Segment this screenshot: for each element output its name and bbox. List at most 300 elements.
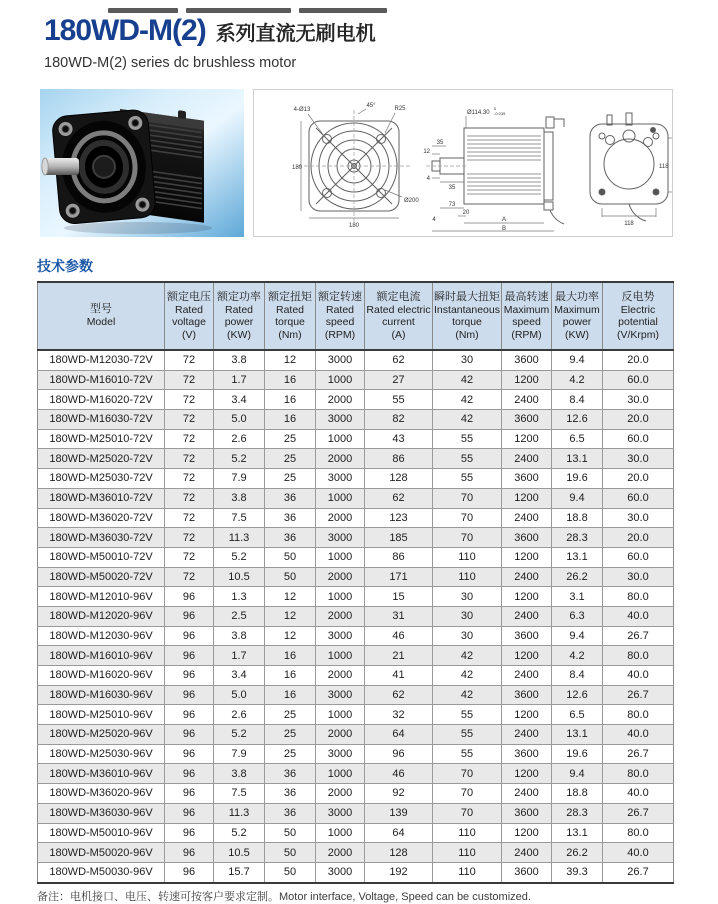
column-header: 额定电流 Rated electric current (A) <box>365 282 433 350</box>
value-cell: 8.4 <box>552 390 603 410</box>
value-cell: 26.7 <box>603 744 674 764</box>
value-cell: 60.0 <box>603 488 674 508</box>
value-cell: 12 <box>265 587 316 607</box>
value-cell: 6.3 <box>552 606 603 626</box>
value-cell: 96 <box>165 725 214 745</box>
value-cell: 7.5 <box>214 508 265 528</box>
value-cell: 11.3 <box>214 528 265 548</box>
value-cell: 5.0 <box>214 410 265 430</box>
table-row <box>38 725 674 745</box>
column-header: 瞬时最大扭矩 Instantaneous torque (Nm) <box>433 282 502 350</box>
table-row <box>38 705 674 725</box>
value-cell: 25 <box>265 744 316 764</box>
value-cell: 36 <box>265 528 316 548</box>
table-row <box>38 547 674 567</box>
value-cell: 3600 <box>502 862 552 882</box>
value-cell: 72 <box>165 528 214 548</box>
value-cell: 6.5 <box>552 705 603 725</box>
value-cell: 128 <box>365 469 433 489</box>
value-cell: 4.2 <box>552 370 603 390</box>
value-cell: 50 <box>265 823 316 843</box>
value-cell: 5.2 <box>214 547 265 567</box>
value-cell: 2000 <box>316 606 365 626</box>
value-cell: 27 <box>365 370 433 390</box>
value-cell: 110 <box>433 862 502 882</box>
value-cell: 42 <box>433 646 502 666</box>
value-cell: 30.0 <box>603 567 674 587</box>
value-cell: 7.9 <box>214 744 265 764</box>
value-cell: 3.8 <box>214 488 265 508</box>
dimension-drawings <box>253 89 673 237</box>
model-cell: 180WD-M36010-72V <box>38 488 165 508</box>
value-cell: 19.6 <box>552 469 603 489</box>
model-cell: 180WD-M36030-72V <box>38 528 165 548</box>
value-cell: 40.0 <box>603 606 674 626</box>
model-cell: 180WD-M36030-96V <box>38 803 165 823</box>
value-cell: 1.7 <box>214 646 265 666</box>
value-cell: 72 <box>165 410 214 430</box>
table-row <box>38 567 674 587</box>
value-cell: 25 <box>265 725 316 745</box>
value-cell: 96 <box>165 587 214 607</box>
value-cell: 3000 <box>316 862 365 882</box>
value-cell: 9.4 <box>552 764 603 784</box>
value-cell: 1000 <box>316 705 365 725</box>
footnote: 备注：电机接口、电压、转速可按客户要求定制。Motor interface, Voltage, Speed can be customized. <box>37 890 531 903</box>
value-cell: 80.0 <box>603 587 674 607</box>
value-cell: 2000 <box>316 449 365 469</box>
value-cell: 64 <box>365 823 433 843</box>
value-cell: 36 <box>265 803 316 823</box>
dimension-label: 20 <box>462 210 470 216</box>
value-cell: 72 <box>165 350 214 370</box>
value-cell: 50 <box>265 567 316 587</box>
value-cell: 39.3 <box>552 862 603 882</box>
value-cell: 16 <box>265 390 316 410</box>
side-view-drawing <box>426 116 564 231</box>
value-cell: 8.4 <box>552 666 603 686</box>
value-cell: 4.2 <box>552 646 603 666</box>
dimension-label: A <box>501 217 507 223</box>
value-cell: 70 <box>433 508 502 528</box>
table-row <box>38 429 674 449</box>
value-cell: 40.0 <box>603 725 674 745</box>
value-cell: 1200 <box>502 764 552 784</box>
value-cell: 18.8 <box>552 508 603 528</box>
value-cell: 3000 <box>316 744 365 764</box>
value-cell: 110 <box>433 823 502 843</box>
value-cell: 171 <box>365 567 433 587</box>
value-cell: 9.4 <box>552 488 603 508</box>
value-cell: 110 <box>433 547 502 567</box>
value-cell: 1000 <box>316 370 365 390</box>
value-cell: 3.8 <box>214 764 265 784</box>
value-cell: 70 <box>433 784 502 804</box>
model-cell: 180WD-M16010-72V <box>38 370 165 390</box>
value-cell: 36 <box>265 784 316 804</box>
value-cell: 50 <box>265 862 316 882</box>
value-cell: 11.3 <box>214 803 265 823</box>
value-cell: 28.3 <box>552 803 603 823</box>
dimension-label: -0.035 <box>494 111 506 116</box>
value-cell: 2000 <box>316 508 365 528</box>
value-cell: 80.0 <box>603 705 674 725</box>
table-row <box>38 764 674 784</box>
value-cell: 139 <box>365 803 433 823</box>
value-cell: 2000 <box>316 666 365 686</box>
value-cell: 55 <box>433 469 502 489</box>
value-cell: 3.8 <box>214 350 265 370</box>
value-cell: 13.1 <box>552 547 603 567</box>
value-cell: 30 <box>433 587 502 607</box>
value-cell: 2.5 <box>214 606 265 626</box>
page-title <box>44 13 718 54</box>
value-cell: 42 <box>433 390 502 410</box>
motor-shadow <box>64 222 212 234</box>
value-cell: 62 <box>365 488 433 508</box>
value-cell: 3000 <box>316 626 365 646</box>
value-cell: 5.2 <box>214 449 265 469</box>
value-cell: 42 <box>433 370 502 390</box>
model-cell: 180WD-M12020-96V <box>38 606 165 626</box>
value-cell: 110 <box>433 843 502 863</box>
side-view-labels <box>423 106 506 232</box>
value-cell: 19.6 <box>552 744 603 764</box>
value-cell: 15 <box>365 587 433 607</box>
value-cell: 18.8 <box>552 784 603 804</box>
value-cell: 1000 <box>316 823 365 843</box>
value-cell: 3000 <box>316 350 365 370</box>
value-cell: 13.1 <box>552 449 603 469</box>
value-cell: 36 <box>265 508 316 528</box>
value-cell: 12 <box>265 350 316 370</box>
model-cell: 180WD-M36020-96V <box>38 784 165 804</box>
value-cell: 123 <box>365 508 433 528</box>
value-cell: 16 <box>265 646 316 666</box>
dimension-label: R25 <box>394 106 406 112</box>
value-cell: 1000 <box>316 587 365 607</box>
table-row <box>38 744 674 764</box>
model-cell: 180WD-M50030-96V <box>38 862 165 882</box>
table-row <box>38 862 674 882</box>
dimension-label: B <box>501 226 507 232</box>
dimension-label: 35 <box>436 140 444 146</box>
value-cell: 80.0 <box>603 646 674 666</box>
value-cell: 60.0 <box>603 370 674 390</box>
column-header: 最高转速 Maximum speed (RPM) <box>502 282 552 350</box>
value-cell: 80.0 <box>603 764 674 784</box>
page-subtitle: 180WD-M(2) series dc brushless motor <box>44 55 297 71</box>
value-cell: 3600 <box>502 744 552 764</box>
value-cell: 16 <box>265 370 316 390</box>
dimension-label: Ø114.30 <box>467 110 490 116</box>
value-cell: 1000 <box>316 429 365 449</box>
series-name: 180WD-M(2) <box>44 14 206 47</box>
value-cell: 2400 <box>502 725 552 745</box>
value-cell: 96 <box>165 705 214 725</box>
column-header: 额定电压 Rated voltage (V) <box>165 282 214 350</box>
value-cell: 36 <box>265 488 316 508</box>
value-cell: 2.6 <box>214 429 265 449</box>
value-cell: 64 <box>365 725 433 745</box>
model-cell: 180WD-M12030-96V <box>38 626 165 646</box>
value-cell: 2000 <box>316 784 365 804</box>
dimension-label: 35 <box>448 185 456 191</box>
value-cell: 42 <box>433 666 502 686</box>
value-cell: 10.5 <box>214 567 265 587</box>
value-cell: 50 <box>265 843 316 863</box>
value-cell: 110 <box>433 567 502 587</box>
value-cell: 96 <box>165 764 214 784</box>
value-cell: 96 <box>165 862 214 882</box>
value-cell: 55 <box>433 449 502 469</box>
model-cell: 180WD-M25020-72V <box>38 449 165 469</box>
value-cell: 55 <box>433 429 502 449</box>
table-row <box>38 646 674 666</box>
value-cell: 32 <box>365 705 433 725</box>
value-cell: 20.0 <box>603 350 674 370</box>
value-cell: 96 <box>165 843 214 863</box>
value-cell: 96 <box>365 744 433 764</box>
value-cell: 2400 <box>502 606 552 626</box>
dimension-label: Ø200 <box>404 198 419 204</box>
table-row <box>38 449 674 469</box>
value-cell: 185 <box>365 528 433 548</box>
value-cell: 36 <box>265 764 316 784</box>
value-cell: 55 <box>433 725 502 745</box>
value-cell: 96 <box>165 626 214 646</box>
value-cell: 96 <box>165 784 214 804</box>
value-cell: 72 <box>165 547 214 567</box>
dimension-label: 118 <box>659 164 669 170</box>
model-cell: 180WD-M16020-96V <box>38 666 165 686</box>
motor-shaft <box>42 158 79 175</box>
table-row <box>38 606 674 626</box>
value-cell: 3000 <box>316 528 365 548</box>
value-cell: 25 <box>265 449 316 469</box>
value-cell: 1200 <box>502 370 552 390</box>
value-cell: 12.6 <box>552 685 603 705</box>
dimension-label: 45° <box>366 103 376 109</box>
value-cell: 3000 <box>316 469 365 489</box>
value-cell: 96 <box>165 803 214 823</box>
model-cell: 180WD-M25030-96V <box>38 744 165 764</box>
value-cell: 31 <box>365 606 433 626</box>
model-cell: 180WD-M16030-96V <box>38 685 165 705</box>
dimension-label: 12 <box>423 149 430 155</box>
value-cell: 6.5 <box>552 429 603 449</box>
dimension-label: 180 <box>348 223 360 229</box>
model-cell: 180WD-M16010-96V <box>38 646 165 666</box>
table-row <box>38 350 674 370</box>
section-heading: 技术参数 <box>37 258 93 274</box>
value-cell: 3600 <box>502 528 552 548</box>
value-cell: 30 <box>433 626 502 646</box>
dimension-label: 180 <box>291 165 303 171</box>
value-cell: 2400 <box>502 390 552 410</box>
table-row <box>38 666 674 686</box>
value-cell: 3000 <box>316 803 365 823</box>
value-cell: 20.0 <box>603 528 674 548</box>
spec-table-body <box>38 350 674 883</box>
value-cell: 55 <box>433 705 502 725</box>
value-cell: 50 <box>265 547 316 567</box>
value-cell: 3600 <box>502 410 552 430</box>
value-cell: 12 <box>265 626 316 646</box>
table-row <box>38 685 674 705</box>
value-cell: 72 <box>165 449 214 469</box>
value-cell: 192 <box>365 862 433 882</box>
value-cell: 70 <box>433 764 502 784</box>
value-cell: 3.1 <box>552 587 603 607</box>
model-cell: 180WD-M36020-72V <box>38 508 165 528</box>
value-cell: 3.4 <box>214 390 265 410</box>
value-cell: 3600 <box>502 803 552 823</box>
value-cell: 2000 <box>316 843 365 863</box>
value-cell: 26.7 <box>603 803 674 823</box>
value-cell: 60.0 <box>603 547 674 567</box>
value-cell: 70 <box>433 488 502 508</box>
dimension-label: 4 <box>426 176 430 182</box>
value-cell: 20.0 <box>603 410 674 430</box>
value-cell: 3600 <box>502 350 552 370</box>
column-header: 额定转速 Rated speed (RPM) <box>316 282 365 350</box>
value-cell: 13.1 <box>552 823 603 843</box>
value-cell: 92 <box>365 784 433 804</box>
value-cell: 2400 <box>502 567 552 587</box>
value-cell: 62 <box>365 685 433 705</box>
value-cell: 46 <box>365 626 433 646</box>
value-cell: 7.9 <box>214 469 265 489</box>
model-cell: 180WD-M50020-72V <box>38 567 165 587</box>
table-row <box>38 528 674 548</box>
model-cell: 180WD-M50010-96V <box>38 823 165 843</box>
value-cell: 25 <box>265 429 316 449</box>
value-cell: 9.4 <box>552 626 603 646</box>
model-cell: 180WD-M12030-72V <box>38 350 165 370</box>
table-row <box>38 784 674 804</box>
value-cell: 30.0 <box>603 390 674 410</box>
value-cell: 7.5 <box>214 784 265 804</box>
value-cell: 3600 <box>502 469 552 489</box>
value-cell: 1200 <box>502 646 552 666</box>
value-cell: 16 <box>265 410 316 430</box>
model-cell: 180WD-M25020-96V <box>38 725 165 745</box>
value-cell: 86 <box>365 449 433 469</box>
value-cell: 72 <box>165 488 214 508</box>
value-cell: 28.3 <box>552 528 603 548</box>
value-cell: 43 <box>365 429 433 449</box>
column-header: 额定功率 Rated power (KW) <box>214 282 265 350</box>
table-row <box>38 390 674 410</box>
value-cell: 30.0 <box>603 449 674 469</box>
model-cell: 180WD-M36010-96V <box>38 764 165 784</box>
dimension-drawings-svg <box>254 90 672 236</box>
value-cell: 15.7 <box>214 862 265 882</box>
value-cell: 80.0 <box>603 823 674 843</box>
table-row <box>38 508 674 528</box>
value-cell: 2400 <box>502 666 552 686</box>
value-cell: 1.7 <box>214 370 265 390</box>
spec-table-header-row <box>38 282 674 350</box>
value-cell: 1200 <box>502 488 552 508</box>
value-cell: 2000 <box>316 567 365 587</box>
value-cell: 1000 <box>316 488 365 508</box>
value-cell: 3600 <box>502 685 552 705</box>
value-cell: 96 <box>165 823 214 843</box>
value-cell: 26.2 <box>552 843 603 863</box>
value-cell: 55 <box>433 744 502 764</box>
value-cell: 21 <box>365 646 433 666</box>
value-cell: 10.5 <box>214 843 265 863</box>
value-cell: 96 <box>165 685 214 705</box>
value-cell: 1200 <box>502 429 552 449</box>
value-cell: 96 <box>165 666 214 686</box>
value-cell: 5.0 <box>214 685 265 705</box>
value-cell: 46 <box>365 764 433 784</box>
rear-view-labels <box>624 164 669 227</box>
value-cell: 12.6 <box>552 410 603 430</box>
value-cell: 1200 <box>502 587 552 607</box>
value-cell: 16 <box>265 685 316 705</box>
table-row <box>38 803 674 823</box>
table-row <box>38 410 674 430</box>
value-cell: 2.6 <box>214 705 265 725</box>
motor-photo <box>40 89 244 237</box>
column-header: 最大功率 Maximum power (KW) <box>552 282 603 350</box>
column-header: 额定扭矩 Rated torque (Nm) <box>265 282 316 350</box>
value-cell: 96 <box>165 646 214 666</box>
value-cell: 72 <box>165 390 214 410</box>
value-cell: 2000 <box>316 390 365 410</box>
value-cell: 41 <box>365 666 433 686</box>
value-cell: 5.2 <box>214 725 265 745</box>
value-cell: 70 <box>433 528 502 548</box>
value-cell: 12 <box>265 606 316 626</box>
value-cell: 26.7 <box>603 626 674 646</box>
value-cell: 2400 <box>502 508 552 528</box>
value-cell: 3600 <box>502 626 552 646</box>
column-header: 反电势 Electric potential (V/Krpm) <box>603 282 674 350</box>
dimension-label: 73 <box>448 202 456 208</box>
value-cell: 86 <box>365 547 433 567</box>
value-cell: 40.0 <box>603 666 674 686</box>
value-cell: 42 <box>433 685 502 705</box>
value-cell: 82 <box>365 410 433 430</box>
value-cell: 26.2 <box>552 567 603 587</box>
table-row <box>38 587 674 607</box>
table-row <box>38 626 674 646</box>
front-view-drawing <box>298 109 410 222</box>
value-cell: 60.0 <box>603 429 674 449</box>
model-cell: 180WD-M25010-96V <box>38 705 165 725</box>
value-cell: 3.4 <box>214 666 265 686</box>
value-cell: 9.4 <box>552 350 603 370</box>
value-cell: 5.2 <box>214 823 265 843</box>
value-cell: 3000 <box>316 410 365 430</box>
model-cell: 180WD-M12010-96V <box>38 587 165 607</box>
value-cell: 1200 <box>502 823 552 843</box>
value-cell: 72 <box>165 567 214 587</box>
value-cell: 40.0 <box>603 843 674 863</box>
series-name-zh: 系列直流无刷电机 <box>215 23 376 45</box>
dimension-label: 4-Ø13 <box>293 107 311 113</box>
value-cell: 30 <box>433 350 502 370</box>
value-cell: 25 <box>265 705 316 725</box>
dimension-label: 0 <box>494 106 497 111</box>
value-cell: 42 <box>433 410 502 430</box>
dimension-label: 118 <box>624 221 634 227</box>
